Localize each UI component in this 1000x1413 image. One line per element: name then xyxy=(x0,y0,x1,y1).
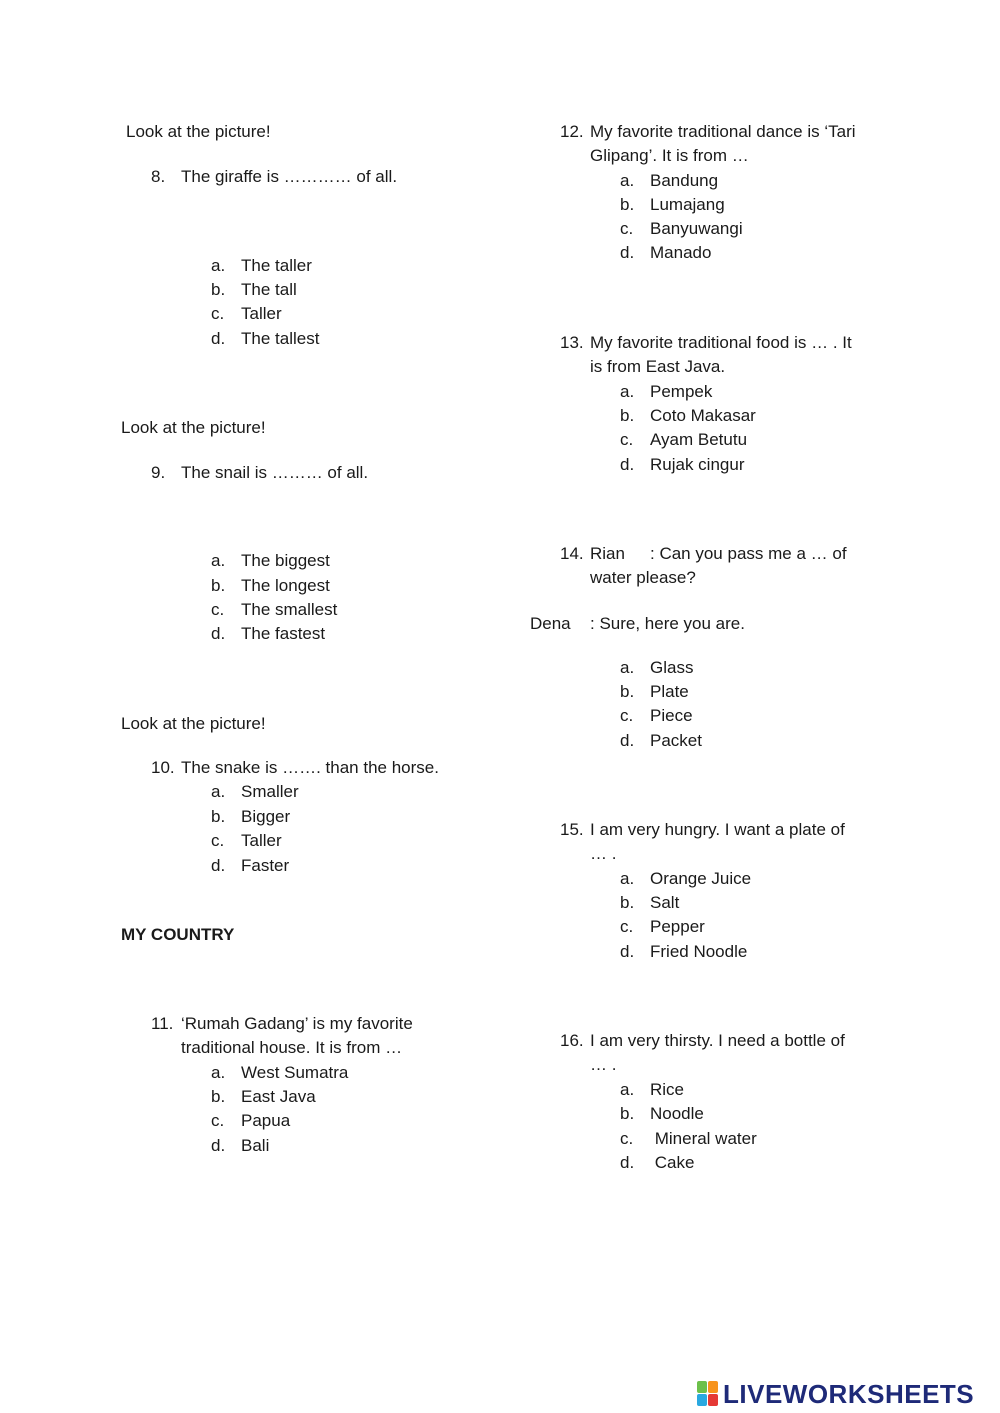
question-16-number: 16. xyxy=(560,1031,584,1050)
option-text[interactable]: Ayam Betutu xyxy=(650,430,748,449)
option-letter: b. xyxy=(211,1087,226,1106)
question-10-number: 10. xyxy=(151,758,175,777)
option-text[interactable]: The tall xyxy=(241,280,297,299)
option-letter: a. xyxy=(620,382,635,401)
option-text[interactable]: The tallest xyxy=(241,329,320,348)
option-text[interactable]: Pempek xyxy=(650,382,713,401)
option-letter: b. xyxy=(211,280,226,299)
question-12-number: 12. xyxy=(560,122,584,141)
option-letter: c. xyxy=(620,219,634,238)
option-letter: b. xyxy=(620,1104,635,1123)
question-11-text-line1: ‘Rumah Gadang’ is my favorite xyxy=(181,1014,413,1033)
option-text[interactable]: Bali xyxy=(241,1136,270,1155)
option-text[interactable]: Mineral water xyxy=(650,1129,757,1148)
option-letter: c. xyxy=(620,917,634,936)
option-text[interactable]: Smaller xyxy=(241,782,299,801)
option-letter: b. xyxy=(620,682,635,701)
option-letter: a. xyxy=(211,551,226,570)
question-15-text-line1: I am very hungry. I want a plate of xyxy=(590,820,845,839)
option-letter: d. xyxy=(211,1136,226,1155)
option-letter: a. xyxy=(211,1063,226,1082)
question-9-number: 9. xyxy=(151,463,166,482)
question-8-text: The giraffe is ………… of all. xyxy=(181,167,398,186)
option-text[interactable]: The fastest xyxy=(241,624,326,643)
option-letter: d. xyxy=(620,455,635,474)
option-letter: b. xyxy=(620,893,635,912)
question-14-text-line1: : Can you pass me a … of xyxy=(650,544,847,563)
question-11-text-line2: traditional house. It is from … xyxy=(181,1038,403,1057)
question-9-text: The snail is ……… of all. xyxy=(181,463,369,482)
option-letter: d. xyxy=(620,942,635,961)
question-14-speaker-dena: Dena xyxy=(530,614,571,633)
liveworksheets-brand: LIVEWORKSHEETS xyxy=(723,1378,975,1409)
question-13-number: 13. xyxy=(560,333,584,352)
option-text[interactable]: Plate xyxy=(650,682,689,701)
instruction-look-picture: Look at the picture! xyxy=(126,122,271,141)
option-text[interactable]: Bandung xyxy=(650,171,719,190)
option-text[interactable]: East Java xyxy=(241,1087,316,1106)
option-letter: a. xyxy=(211,782,226,801)
option-text[interactable]: Lumajang xyxy=(650,195,725,214)
liveworksheets-logo xyxy=(697,1378,974,1410)
option-letter: c. xyxy=(211,831,225,850)
option-letter: b. xyxy=(211,807,226,826)
option-letter: b. xyxy=(211,576,226,595)
option-text[interactable]: Glass xyxy=(650,658,694,677)
option-text[interactable]: Rice xyxy=(650,1080,685,1099)
option-letter: c. xyxy=(211,1111,225,1130)
option-letter: c. xyxy=(620,430,634,449)
liveworksheets-logo-icon xyxy=(697,1381,719,1407)
option-text[interactable]: Taller xyxy=(241,304,282,323)
option-letter: d. xyxy=(620,1153,635,1172)
question-15-text-line2: … . xyxy=(590,844,617,863)
instruction-look-picture: Look at the picture! xyxy=(121,714,266,733)
question-14-reply: : Sure, here you are. xyxy=(590,614,745,633)
instruction-look-picture: Look at the picture! xyxy=(121,418,266,437)
option-letter: d. xyxy=(620,731,635,750)
option-letter: c. xyxy=(211,304,225,323)
option-text[interactable]: Taller xyxy=(241,831,282,850)
option-text[interactable]: The longest xyxy=(241,576,330,595)
option-letter: c. xyxy=(211,600,225,619)
option-letter: d. xyxy=(620,243,635,262)
option-letter: c. xyxy=(620,706,634,725)
option-text[interactable]: Rujak cingur xyxy=(650,455,745,474)
option-text[interactable]: Pepper xyxy=(650,917,705,936)
option-text[interactable]: The biggest xyxy=(241,551,330,570)
question-15-number: 15. xyxy=(560,820,584,839)
question-10-text: The snake is ……. than the horse. xyxy=(181,758,439,777)
question-14-speaker-rian: Rian xyxy=(590,544,625,563)
option-letter: a. xyxy=(211,256,226,275)
question-14-number: 14. xyxy=(560,544,584,563)
option-text[interactable]: Manado xyxy=(650,243,712,262)
option-letter: b. xyxy=(620,406,635,425)
section-heading: MY COUNTRY xyxy=(121,925,235,944)
option-letter: a. xyxy=(620,1080,635,1099)
option-text[interactable]: Noodle xyxy=(650,1104,704,1123)
option-letter: a. xyxy=(620,171,635,190)
option-text[interactable]: Piece xyxy=(650,706,693,725)
option-text[interactable]: West Sumatra xyxy=(241,1063,349,1082)
option-letter: a. xyxy=(620,869,635,888)
option-text[interactable]: Papua xyxy=(241,1111,291,1130)
option-letter: d. xyxy=(211,329,226,348)
option-text[interactable]: The taller xyxy=(241,256,312,275)
question-13-text-line1: My favorite traditional food is … . It xyxy=(590,333,852,352)
option-letter: d. xyxy=(211,624,226,643)
option-text[interactable]: The smallest xyxy=(241,600,338,619)
option-text[interactable]: Banyuwangi xyxy=(650,219,743,238)
option-text[interactable]: Orange Juice xyxy=(650,869,752,888)
option-letter: c. xyxy=(620,1129,634,1148)
option-text[interactable]: Salt xyxy=(650,893,680,912)
option-text[interactable]: Packet xyxy=(650,731,702,750)
question-14-text-line2: water please? xyxy=(590,568,696,587)
question-12-text-line2: Glipang’. It is from … xyxy=(590,146,749,165)
option-text[interactable]: Fried Noodle xyxy=(650,942,748,961)
option-text[interactable]: Faster xyxy=(241,856,290,875)
option-letter: d. xyxy=(211,856,226,875)
question-11-number: 11. xyxy=(151,1014,174,1033)
option-letter: b. xyxy=(620,195,635,214)
question-13-text-line2: is from East Java. xyxy=(590,357,726,376)
option-text[interactable]: Cake xyxy=(650,1153,695,1172)
question-16-text-line2: … . xyxy=(590,1055,617,1074)
option-letter: a. xyxy=(620,658,635,677)
question-12-text-line1: My favorite traditional dance is ‘Tari xyxy=(590,122,856,141)
question-16-text-line1: I am very thirsty. I need a bottle of xyxy=(590,1031,845,1050)
option-text[interactable]: Coto Makasar xyxy=(650,406,756,425)
question-8-number: 8. xyxy=(151,167,166,186)
option-text[interactable]: Bigger xyxy=(241,807,291,826)
